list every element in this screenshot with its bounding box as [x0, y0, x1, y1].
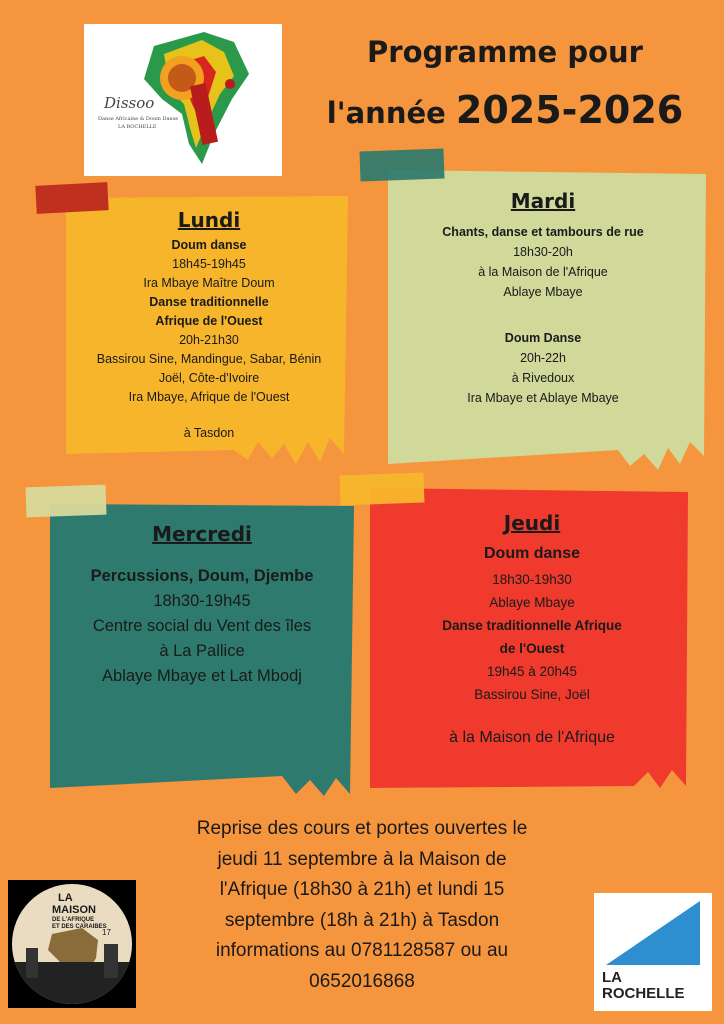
- mardi-course-1-place: à la Maison de l'Afrique: [478, 265, 608, 279]
- mercredi-course-title: Percussions, Doum, Djembe: [90, 567, 314, 585]
- lundi-course-1-time: 18h45-19h45: [172, 257, 246, 271]
- maison-line-1: LA: [58, 892, 73, 904]
- title-prefix: l'année: [326, 96, 446, 130]
- mercredi-place-1: Centre social du Vent des îles: [92, 617, 312, 635]
- mercredi-teacher: Ablaye Mbaye et Lat Mbodj: [102, 667, 302, 685]
- title-line-1: Programme pour: [367, 35, 643, 69]
- jeudi-course-1-time: 18h30-19h30: [492, 572, 572, 587]
- footer-line-6: 0652016868: [309, 970, 415, 992]
- footer-info: [140, 814, 584, 997]
- jeudi-course-1-title: Doum danse: [483, 545, 580, 562]
- mardi-course-1-title: Chants, danse et tambours de rue: [442, 225, 644, 239]
- jeudi-course-2-title-1: Danse traditionnelle Afrique: [442, 618, 622, 633]
- mardi-day: Mardi: [510, 189, 576, 213]
- lundi-course-2-time: 20h-21h30: [179, 333, 239, 347]
- mardi-tape: [360, 149, 445, 182]
- mercredi-tape: [26, 485, 107, 518]
- lundi-course-1-teacher: Ira Mbaye Maître Doum: [143, 276, 275, 290]
- lundi-card: [64, 204, 354, 443]
- jeudi-course-2-title-2: de l'Ouest: [499, 641, 565, 656]
- mardi-course-2-title: Doum Danse: [504, 331, 582, 345]
- lundi-course-1-title: Doum danse: [171, 238, 247, 252]
- maison-line-3: DE L'AFRIQUE: [52, 917, 95, 923]
- mercredi-card: [52, 516, 352, 689]
- maison-line-4: ET DES CARAIBES: [52, 924, 107, 930]
- dissoo-logo: [84, 24, 282, 176]
- jeudi-day: Jeudi: [503, 511, 561, 535]
- lundi-day: Lundi: [177, 208, 241, 232]
- jeudi-course-1-teacher: Ablaye Mbaye: [489, 595, 575, 610]
- lundi-teacher-1: Bassirou Sine, Mandingue, Sabar, Bénin: [96, 352, 322, 366]
- footer-line-5: informations au 0781128587 ou au: [215, 940, 509, 961]
- lundi-course-2-title-2: Afrique de l'Ouest: [155, 314, 263, 328]
- title-year: 2025-2026: [455, 88, 684, 132]
- dissoo-city: LA ROCHELLE: [118, 124, 157, 130]
- jeudi-course-2-teacher: Bassirou Sine, Joël: [474, 687, 590, 702]
- lundi-teacher-3: Ira Mbaye, Afrique de l'Ouest: [128, 390, 290, 404]
- page-title: [300, 30, 710, 137]
- dissoo-tagline: Danse Africaine & Doum Danse: [98, 116, 179, 122]
- mardi-course-2-teacher: Ira Mbaye et Ablaye Mbaye: [467, 391, 619, 405]
- maison-line-2: MAISON: [52, 904, 96, 916]
- jeudi-tape: [340, 473, 425, 506]
- footer-line-2: jeudi 11 septembre à la Maison de: [217, 848, 507, 870]
- dissoo-name: Dissoo: [104, 94, 155, 112]
- jeudi-card: [376, 506, 688, 749]
- mardi-course-1-teacher: Ablaye Mbaye: [503, 285, 583, 299]
- title-line-2: [300, 86, 710, 137]
- la-rochelle-line-2: ROCHELLE: [602, 985, 685, 1002]
- jeudi-place: à la Maison de l'Afrique: [449, 729, 615, 746]
- lundi-place: à Tasdon: [183, 426, 235, 440]
- footer-line-3: l'Afrique (18h30 à 21h) et lundi 15: [219, 879, 505, 900]
- footer-line-4: septembre (18h à 21h) à Tasdon: [224, 909, 500, 931]
- lundi-teacher-2: Joël, Côte-d'Ivoire: [158, 371, 260, 385]
- mardi-card: [388, 184, 698, 408]
- mercredi-course-time: 18h30-19h45: [153, 592, 251, 610]
- maison-number: 17: [102, 928, 111, 937]
- mercredi-day: Mercredi: [152, 522, 252, 546]
- jeudi-course-2-time: 19h45 à 20h45: [486, 664, 578, 679]
- mardi-course-1-time: 18h30-20h: [513, 245, 573, 259]
- la-rochelle-line-1: LA: [602, 969, 622, 986]
- footer-line-1: Reprise des cours et portes ouvertes le: [196, 818, 528, 839]
- lundi-course-2-title-1: Danse traditionnelle: [149, 295, 269, 309]
- la-rochelle-logo: [594, 893, 712, 1011]
- mercredi-place-2: à La Pallice: [159, 642, 245, 660]
- mardi-course-2-place: à Rivedoux: [511, 371, 575, 385]
- maison-afrique-logo: [8, 880, 136, 1008]
- mardi-course-2-time: 20h-22h: [520, 351, 566, 365]
